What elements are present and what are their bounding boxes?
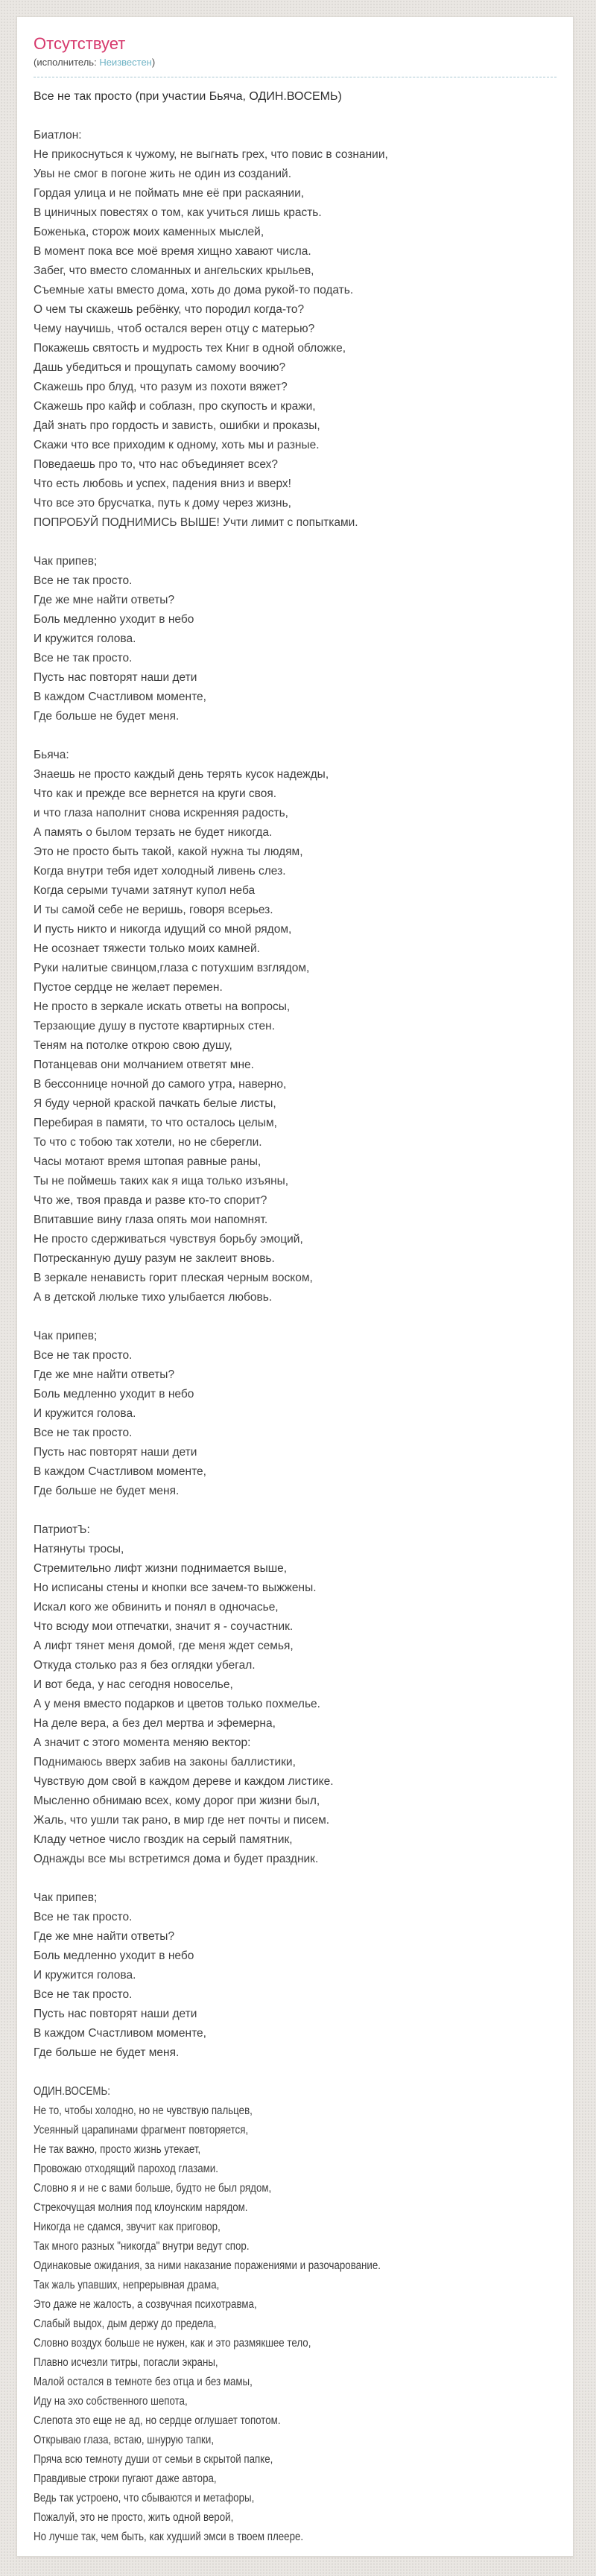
song-page-title-link[interactable]: Отсутствует [34, 34, 126, 53]
lyric-line: Ты не поймешь таких как я ища только изъяны, [34, 1175, 289, 1187]
lyric-line: Боль медленно уходит в небо [34, 1388, 194, 1400]
stanza [34, 1327, 557, 1501]
lyric-line: Что как и прежде все вернется на круги своя. [34, 787, 277, 800]
stanza [34, 746, 557, 1307]
lyric-line: Правдивые строки пугают даже автора, [34, 2472, 217, 2485]
lyric-line: Все не так просто. [34, 1911, 133, 1923]
lyric-line: А значит с этого момента меняю вектор: [34, 1736, 251, 1749]
lyric-line: Что же, твоя правда и разве кто-то спорит? [34, 1194, 267, 1207]
lyric-line: Скажешь про блуд, что разум из похоти вяжет? [34, 381, 288, 393]
lyric-line: Натянуты тросы, [34, 1543, 124, 1555]
lyric-line: В момент пока все моё время хищно хавают числа. [34, 245, 311, 258]
lyric-line: Все не так просто. [34, 1349, 133, 1362]
lyric-line: О чем ты скажешь ребёнку, что породил когда-то? [34, 303, 305, 316]
lyric-line: Не так важно, просто жизнь утекает, [34, 2143, 201, 2156]
lyric-line: Часы мотают время штопая равные раны, [34, 1155, 261, 1168]
lyric-line: Впитавшие вину глаза опять мои напомнят. [34, 1214, 268, 1226]
lyric-line: Перебирая в памяти, то что осталось целым, [34, 1117, 277, 1129]
lyric-line: Не то, чтобы холодно, но не чувствую пальцев, [34, 2104, 253, 2117]
track-title: Все не так просто (при участии Бьяча, ОДИН.ВОСЕМЬ) [34, 90, 342, 103]
stanza [34, 1888, 557, 2063]
lyric-line: Где больше не будет меня. [34, 1485, 180, 1497]
lyric-line: На деле вера, а без дел мертва и эфемерна, [34, 1717, 276, 1730]
content-card [16, 16, 574, 2557]
stanza [34, 2082, 557, 2547]
lyric-line: Словно воздух больше не нужен, как и это размякшее тело, [34, 2337, 311, 2350]
lyric-line: Пусть нас повторят наши дети [34, 1446, 197, 1459]
lyric-line: Увы не смог в погоне жить не один из созданий. [34, 168, 292, 180]
lyric-line: Мысленно обнимаю всех, кому дорог при жизни был, [34, 1795, 320, 1807]
lyric-line: Не просто сдерживаться чувствуя борьбу эмоций, [34, 1233, 303, 1246]
lyric-line: ОДИН.ВОСЕМЬ: [34, 2085, 110, 2098]
lyric-line: Открываю глаза, встаю, шнурую тапки, [34, 2434, 215, 2446]
stanza [34, 126, 557, 533]
lyric-line: Никогда не сдамся, звучит как приговор, [34, 2221, 221, 2233]
lyric-line: Плавно исчезли титры, погасли экраны, [34, 2356, 218, 2369]
lyric-line: Что есть любовь и успех, падения вниз и вверх! [34, 478, 291, 490]
lyric-line: Гордая улица и не поймать мне её при раскаянии, [34, 187, 305, 200]
lyrics [34, 126, 557, 2547]
lyric-line: Чувствую дом свой в каждом дереве и каждом листике. [34, 1775, 334, 1788]
lyric-line: Дай знать про гордость и зависть, ошибки и проказы, [34, 419, 320, 432]
lyric-line: Боль медленно уходит в небо [34, 613, 194, 626]
lyric-line: А у меня вместо подарков и цветов только похмелье. [34, 1698, 320, 1710]
lyric-line: В циничных повестях о том, как учиться лишь красть. [34, 206, 322, 219]
lyric-line: Все не так просто. [34, 652, 133, 664]
lyric-line: Руки налитые свинцом,глаза с потухшим взглядом, [34, 962, 310, 974]
lyric-line: Где больше не будет меня. [34, 710, 180, 723]
lyric-line: Терзающие душу в пустоте квартирных стен. [34, 1020, 275, 1032]
lyric-line: Все не так просто. [34, 574, 133, 587]
lyric-line: И кружится голова. [34, 632, 136, 645]
lyric-line: Когда внутри тебя идет холодный ливень слез. [34, 865, 286, 878]
lyric-line: Слабый выдох, дым держу до предела, [34, 2318, 217, 2330]
lyric-line: Потанцевав они молчанием ответят мне. [34, 1059, 254, 1071]
lyric-line: Кладу четное число гвоздик на серый памятник, [34, 1833, 293, 1846]
lyric-line: Не осознает тяжести только моих камней. [34, 942, 260, 955]
lyric-line: Забег, что вместо сломанных и ангельских крыльев, [34, 264, 314, 277]
lyric-line: Не прикоснуться к чужому, не выгнать грех, что повис в сознании, [34, 148, 388, 161]
lyric-line: Скажешь про кайф и соблазн, про скупость и кражи, [34, 400, 316, 413]
lyric-line: Когда серыми тучами затянут купол неба [34, 884, 256, 897]
lyric-line: Так жаль упавших, непрерывная драма, [34, 2279, 220, 2291]
lyric-line: Жаль, что ушли так рано, в мир где нет почты и писем. [34, 1814, 330, 1827]
lyric-line: Поведаешь про то, что нас объединяет всех? [34, 458, 279, 471]
lyric-line: А в детской люльке тихо улыбается любовь. [34, 1291, 273, 1304]
lyric-line: Пряча всю темноту души от семьи в скрытой папке, [34, 2453, 273, 2466]
lyric-line: Скажи что все приходим к одному, хоть мы и разные. [34, 439, 320, 451]
lyric-line: И кружится голова. [34, 1407, 136, 1420]
lyric-line: Искал кого же обвинить и понял в одночасье, [34, 1601, 279, 1614]
lyric-line: Боль медленно уходит в небо [34, 1950, 194, 1962]
lyric-line: А лифт тянет меня домой, где меня ждет семья, [34, 1640, 294, 1652]
lyric-line: Теням на потолке открою свою душу, [34, 1039, 232, 1052]
artist-link[interactable]: Неизвестен [99, 57, 152, 68]
stanza [34, 1520, 557, 1869]
lyric-line: Потресканную душу разум не заклеит вновь. [34, 1252, 275, 1265]
lyric-line: В зеркале ненависть горит плеская черным воском, [34, 1272, 313, 1284]
lyric-line: И пусть никто и никогда идущий со мной рядом, [34, 923, 292, 936]
lyric-line: Откуда столько раз я без оглядки убегал. [34, 1659, 256, 1672]
lyric-line: Дашь убедиться и прощупать самому воочию? [34, 361, 286, 374]
lyric-line: Слепота это еще не ад, но сердце оглушает топотом. [34, 2414, 281, 2427]
lyric-line: Покажешь святость и мудрость тех Книг в одной обложке, [34, 342, 346, 355]
lyric-line: И ты самой себе не веришь, говоря всерьез. [34, 904, 273, 916]
lyric-line: То что с тобою так хотели, но не сберегли. [34, 1136, 262, 1149]
lyric-line: В каждом Счастливом моменте, [34, 691, 206, 703]
lyric-line: Стремительно лифт жизни поднимается выше, [34, 1562, 288, 1575]
lyric-line: ПОПРОБУЙ ПОДНИМИСЬ ВЫШЕ! Учти лимит с попытками. [34, 516, 358, 529]
lyric-line: ПатриотЪ: [34, 1523, 90, 1536]
lyric-line: Словно я и не с вами больше, будто не был рядом, [34, 2182, 272, 2195]
lyric-line: Пожалуй, это не просто, жить одной верой, [34, 2511, 234, 2524]
lyric-line: и что глаза наполнит снова искренняя радость, [34, 807, 288, 819]
lyric-line: В бессоннице ночной до самого утра, наверно, [34, 1078, 287, 1091]
lyric-line: Все не так просто. [34, 1988, 133, 2001]
lyric-line: Где же мне найти ответы? [34, 1368, 175, 1381]
lyric-line: В каждом Счастливом моменте, [34, 1465, 206, 1478]
lyric-line: Провожаю отходящий пароход глазами. [34, 2163, 218, 2175]
artist-label-close: ) [151, 57, 156, 68]
lyric-line: Чему научишь, чтоб остался верен отцу с матерью? [34, 323, 315, 335]
stanza [34, 552, 557, 726]
lyric-line: Где же мне найти ответы? [34, 1930, 175, 1943]
lyric-line: И кружится голова. [34, 1969, 136, 1982]
lyric-line: Бьяча: [34, 749, 69, 761]
lyric-line: Все не так просто. [34, 1427, 133, 1439]
lyric-line: Малой остался в темноте без отца и без мамы, [34, 2376, 253, 2388]
lyric-line: Но исписаны стены и кнопки все зачем-то выжжены. [34, 1582, 317, 1594]
lyric-line: Что все это брусчатка, путь к дому через жизнь, [34, 497, 291, 510]
lyric-line: Пустое сердце не желает перемен. [34, 981, 223, 994]
lyric-line: Знаешь не просто каждый день терять кусок надежды, [34, 768, 329, 781]
lyric-line: Где же мне найти ответы? [34, 594, 175, 606]
lyric-line: Пусть нас повторят наши дети [34, 2008, 197, 2020]
lyric-line: Так много разных "никогда" внутри ведут спор. [34, 2240, 250, 2253]
lyric-line: Не просто в зеркале искать ответы на вопросы, [34, 1000, 291, 1013]
lyric-line: Пусть нас повторят наши дети [34, 671, 197, 684]
lyric-line: Это не просто быть такой, какой нужна ты людям, [34, 846, 303, 858]
lyric-line: Биатлон: [34, 129, 82, 142]
lyric-line: Поднимаюсь вверх забив на законы баллистики, [34, 1756, 296, 1768]
lyric-line: В каждом Счастливом моменте, [34, 2027, 206, 2040]
artist-line [34, 54, 557, 77]
lyric-line: Это даже не жалость, а созвучная психотравма, [34, 2298, 257, 2311]
artist-label: (исполнитель: [34, 57, 97, 68]
lyric-line: Но лучше так, чем быть, как худший эмси в твоем плеере. [34, 2531, 304, 2543]
lyric-line: А память о былом терзать не будет никогда. [34, 826, 273, 839]
lyric-line: Усеянный царапинами фрагмент повторяется, [34, 2124, 249, 2136]
lyric-line: Боженька, сторож моих каменных мыслей, [34, 226, 264, 238]
lyric-line: Чак припев; [34, 1891, 98, 1904]
lyric-line: Стрекочущая молния под клоунским нарядом. [34, 2201, 248, 2214]
lyric-line: Я буду черной краской пачкать белые листы, [34, 1097, 276, 1110]
lyric-line: Чак припев; [34, 1330, 98, 1342]
lyric-line: Однажды все мы встретимся дома и будет праздник. [34, 1853, 319, 1865]
lyric-line: Иду на эхо собственного шепота, [34, 2395, 188, 2408]
lyric-line: Чак припев; [34, 555, 98, 568]
lyric-line: Съемные хаты вместо дома, хоть до дома рукой-то подать. [34, 284, 354, 296]
lyric-line: Ведь так устроено, что сбываются и метафоры, [34, 2492, 255, 2504]
lyric-line: Что всюду мои отпечатки, значит я - соучастник. [34, 1620, 294, 1633]
lyric-line: И вот беда, у нас сегодня новоселье, [34, 1678, 233, 1691]
lyric-line: Одинаковые ожидания, за ними наказание поражениями и разочарование. [34, 2259, 381, 2272]
lyric-line: Где больше не будет меня. [34, 2046, 180, 2059]
